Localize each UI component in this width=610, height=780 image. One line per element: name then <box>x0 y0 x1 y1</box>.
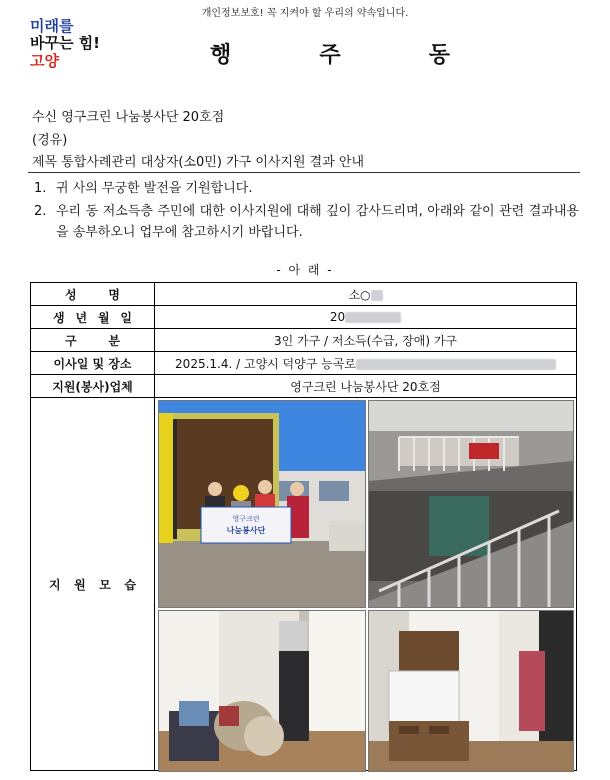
name-label: 성 명 <box>31 283 155 306</box>
logo-line-1: 미래를 <box>30 17 74 35</box>
photo-volunteers-truck <box>158 400 366 608</box>
photo-cell <box>155 398 577 771</box>
photo-grid <box>155 398 576 770</box>
photo-room-clutter <box>158 610 366 772</box>
paragraph-text: 귀 사의 무궁한 발전을 기원합니다. <box>56 181 253 196</box>
table-row <box>31 283 577 306</box>
birth-value: 20 <box>155 306 577 329</box>
photo-staircase <box>368 400 574 608</box>
photo-label: 지 원 모 습 <box>31 398 155 771</box>
name-value: 소○ <box>155 283 577 306</box>
subject-divider <box>28 172 580 173</box>
logo-line-3: 고양 <box>30 51 59 70</box>
table-row <box>31 398 577 771</box>
privacy-notice: 개인정보보호! 꼭 지켜야 할 우리의 약속입니다. <box>201 8 409 19</box>
city-logo <box>30 18 110 70</box>
birth-label: 생 년 월 일 <box>31 306 155 329</box>
table-row <box>31 352 577 375</box>
subject-line: 제목 통합사례관리 대상자(소0민) 가구 이사지원 결과 안내 <box>32 155 365 170</box>
table-row <box>31 375 577 398</box>
via-line: (경유) <box>32 133 68 148</box>
redacted-text <box>356 359 556 370</box>
table-row <box>31 329 577 352</box>
paragraph-number: 2. <box>34 204 47 219</box>
paragraph-text: 우리 동 저소득층 주민에 대한 이사지원에 대해 깊이 감사드리며, 아래와 같이 관련 결과내용을 송부하오니 업무에 참고하시기 바랍니다. <box>56 204 579 240</box>
table-row <box>31 306 577 329</box>
paragraph-number: 1. <box>34 181 47 196</box>
support-info-table <box>30 282 577 771</box>
below-heading: - 아 래 - <box>276 263 334 277</box>
category-value: 3인 가구 / 저소득(수급, 장애) 가구 <box>155 329 577 352</box>
banner-text-line-2: 나눔봉사단 <box>226 526 266 535</box>
paragraph-1 <box>34 178 579 199</box>
organization-value: 영구크린 나눔봉사단 20호점 <box>155 375 577 398</box>
date-location-label: 이사일 및 장소 <box>31 352 155 375</box>
photo-room-bed <box>368 610 574 772</box>
logo-line-2: 바꾸는 힘! <box>30 34 101 53</box>
dept-char: 주 <box>319 43 341 68</box>
dept-char: 행 <box>210 43 232 68</box>
date-location-value: 2025.1.4. / 고양시 덕양구 능곡로 <box>155 352 577 375</box>
category-label: 구 분 <box>31 329 155 352</box>
redacted-text <box>345 312 401 323</box>
banner-text-line-1: 영구크린 <box>232 515 260 523</box>
recipient-line: 수신 영구크린 나눔봉사단 20호점 <box>32 110 225 125</box>
redacted-text <box>371 290 383 301</box>
dept-char: 동 <box>428 43 450 68</box>
department-title <box>210 38 450 69</box>
paragraph-2 <box>34 201 579 243</box>
organization-label: 지원(봉사)업체 <box>31 375 155 398</box>
